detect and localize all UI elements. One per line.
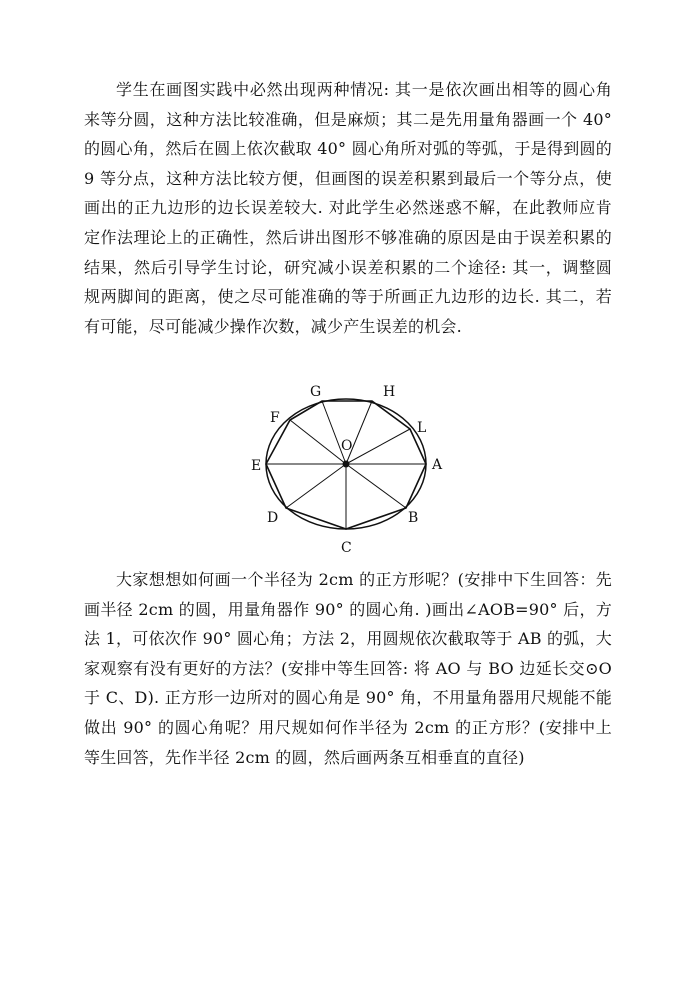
label-C: C xyxy=(341,540,352,556)
label-G: G xyxy=(310,384,322,400)
label-B: B xyxy=(408,510,419,526)
paragraph-1: 学生在画图实践中必然出现两种情况: 其一是依次画出相等的圆心角来等分圆，这种方法比较准确，但是麻烦；其二是先用量角器画一个 40° 的圆心角，然后在圆上依次截取 40° 圆心角所对弧的等弧，于是得到圆的 9 等分点，这种方法比较方便，但画图的误差积累到最后一个等分点，使画出的正九边形的边长误差较大. 对此学生必然迷惑不解，在此教师应肯定作法理论上的正确性，然后讲出图形不够准确的原因是由于误差积累的结果，然后引导学生讨论，研究减小误差积累的二个途径: 其一，调整圆规两脚间的距离，使之尽可能准确的等于所画正九边形的边长. 其二，若有可能，尽可能减少操作次数，减少产生误差的机会. xyxy=(84,80,612,336)
label-L: L xyxy=(417,420,427,436)
center-point xyxy=(343,461,350,468)
paragraph-2: 大家想想如何画一个半径为 2cm 的正方形呢？(安排中下生回答：先画半径 2cm 的圆，用量角器作 90° 的圆心角. )画出∠AOB=90° 后，方法 1，可依次作 90° 圆心角；方法 2，用圆规依次截取等于 AB 的弧，大家观察有没有更好的方法？(安排中等生回答: 将 AO 与 BO 边延长交⊙O 于 C、D). 正方形一边所对的圆心角是 90° 角，不用量角器用尺规能不能做出 90° 的圆心角呢？用尺规如何作半径为 2cm 的正方形？(安排中上等生回答，先作半径 2cm 的圆，然后画两条互相垂直的直径) xyxy=(84,570,612,767)
label-D: D xyxy=(267,510,279,526)
label-A: A xyxy=(432,457,443,473)
label-E: E xyxy=(251,458,262,474)
label-O: O xyxy=(341,438,353,454)
label-H: H xyxy=(383,384,396,400)
nonagon-circle-figure xyxy=(248,378,448,558)
label-F: F xyxy=(270,410,280,426)
